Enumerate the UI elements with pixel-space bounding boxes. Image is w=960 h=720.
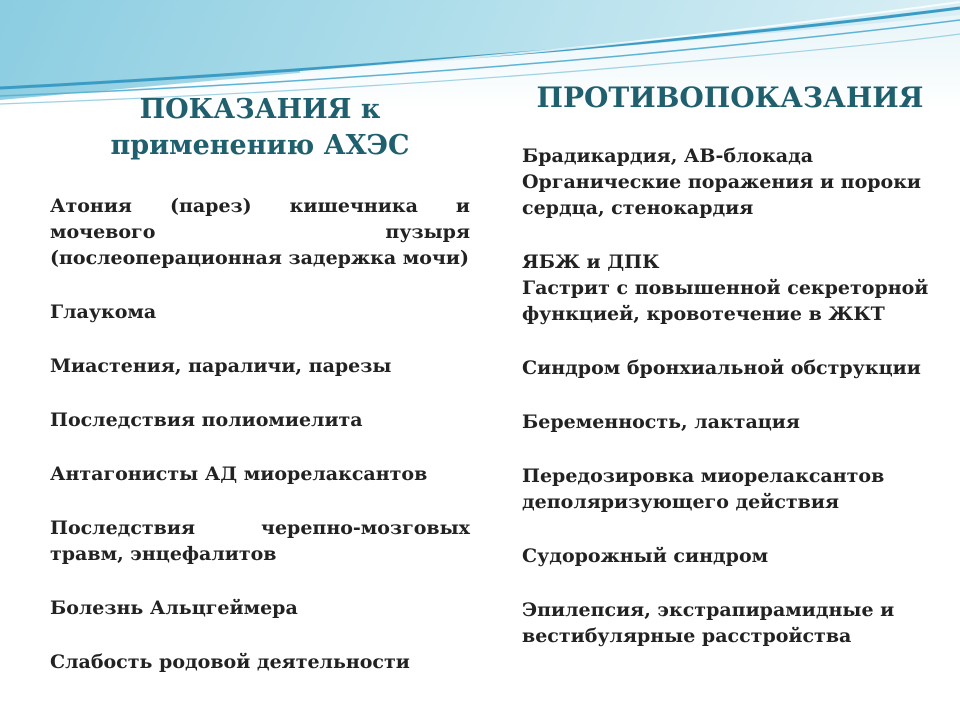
indication-item: Антагонисты АД миорелаксантов <box>50 463 428 485</box>
contraindication-item: Гастрит с повышенной секреторной функцией, кровотечение в ЖКТ <box>522 277 929 325</box>
indication-item: Атония (парез) кишечника и мочевого пузыря (послеоперационная задержка мочи) <box>50 195 470 269</box>
indication-item: Последствия полиомиелита <box>50 409 363 431</box>
contraindication-item: ЯБЖ и ДПК <box>522 251 660 273</box>
contraindications-list <box>522 143 942 649</box>
contraindications-title: ПРОТИВОПОКАЗАНИЯ <box>536 81 924 114</box>
indications-list <box>50 193 470 675</box>
contraindication-item: Эпилепсия, экстрапирамидные и вестибулярные расстройства <box>522 599 895 647</box>
indication-item: Последствия черепно-мозговых травм, энцефалитов <box>50 517 470 565</box>
indication-item: Слабость родовой деятельности <box>50 651 410 673</box>
indication-item: Миастения, параличи, парезы <box>50 355 392 377</box>
indication-item: Глаукома <box>50 301 157 323</box>
contraindication-item: Брадикардия, АВ-блокада <box>522 145 814 167</box>
contraindication-item: Судорожный синдром <box>522 545 769 567</box>
indications-title: ПОКАЗАНИЯ к применению АХЭС <box>110 94 410 161</box>
contraindication-item: Передозировка миорелаксантов деполяризующего действия <box>522 465 885 513</box>
contraindication-item: Синдром бронхиальной обструкции <box>522 357 921 379</box>
contraindication-item: Беременность, лактация <box>522 411 800 433</box>
contraindication-item: Органические поражения и пороки сердца, стенокардия <box>522 171 922 219</box>
indication-item: Болезнь Альцгеймера <box>50 597 298 619</box>
